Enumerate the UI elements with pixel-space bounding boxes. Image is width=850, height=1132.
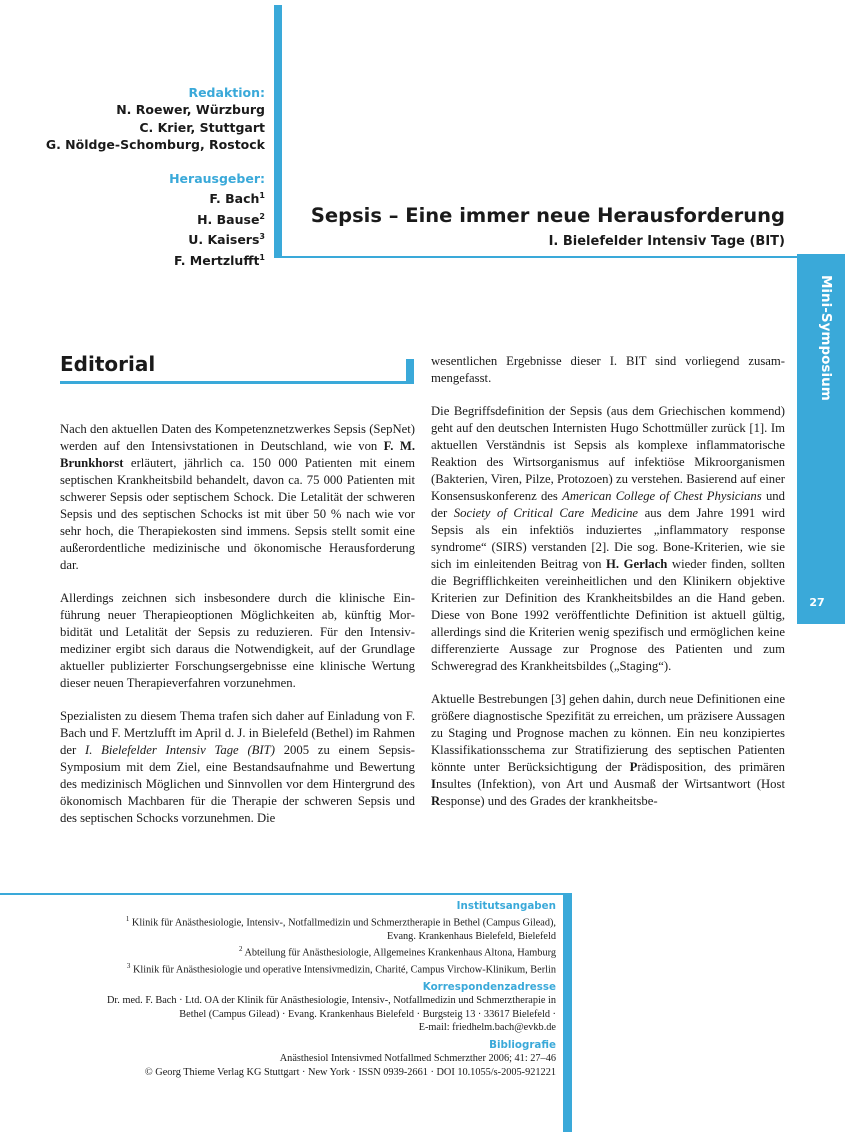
body-column-right xyxy=(431,353,785,826)
editorial-heading: Editorial xyxy=(60,352,156,376)
herausgeber-name: U. Kaisers$^3$ xyxy=(188,232,265,248)
herausgeber-name: H. Bause$^2$ xyxy=(197,211,265,228)
editors-block xyxy=(46,84,265,269)
correspondence-line: Bethel (Campus Gilead) · Evang. Krankenhaus Bielefeld · Burgsteig 13 · 33617 Bielefeld · xyxy=(179,1008,556,1020)
editorial-rule-block xyxy=(406,359,414,383)
redaktion-label: Redaktion: xyxy=(188,85,265,100)
redaktion-name: C. Krier, Stuttgart xyxy=(139,119,265,135)
body-paragraph: wesentlichen Ergebnisse dieser I. BIT sind vorliegend zusammengefasst. xyxy=(431,354,785,385)
bibliography-line: © Georg Thieme Verlag KG Stuttgart · New York · ISSN 0939-2661 · DOI 10.1055/s-2005-921221 xyxy=(144,1066,556,1078)
footer-rule xyxy=(0,893,563,895)
institution-line: $^3$ Klinik für Anästhesiologie und operative Intensivmedizin, Charité, Campus Virchow-Klinikum, Berlin xyxy=(126,961,556,976)
herausgeber-name: F. Mertzlufft$^1$ xyxy=(174,252,265,268)
page-subtitle: I. Bielefelder Intensiv Tage (BIT) xyxy=(548,234,785,249)
herausgeber-label: Herausgeber: xyxy=(169,171,265,187)
correspondence-line: Dr. med. F. Bach · Ltd. OA der Klinik für Anästhesiologie, Intensiv-, Notfallmedizin und Schmerztherapie in xyxy=(107,995,556,1007)
accent-bar-bottom xyxy=(563,893,572,1132)
body-column-left xyxy=(60,421,415,843)
body-paragraph: Nach den aktuellen Daten des Kompetenznetzwerkes Sepsis (SepNet) werden auf den Intensivstationen in Deutschland, wie von F. M. Brunkhorst erläutert, jährlich ca. 150 000 Patienten mit einem septischen Krankheitsbild behandelt, davon ca. 75 000 Patienten mit schwerer Sepsis oder septischem Schock. Die Letalität der schweren Sepsis und des septischen Schocks ist mit über 50 % nach wie vor sehr hoch, die Therapiekosten sind immens. Sepsis stellt somit eine außerordentliche medizinische und ökonomische Herausforderung dar. xyxy=(60,422,415,572)
header-rule xyxy=(282,256,797,258)
page-number: 27 xyxy=(809,596,825,609)
accent-bar-top xyxy=(274,5,282,258)
body-paragraph: Spezialisten zu diesem Thema trafen sich daher auf Einladung von F. Bach und F. Mertzlufft im April d. J. in Bielefeld (Bethel) im Rahmen der I. Bielefelder Intensiv Tage (BIT) 2005 zu einem Sepsis-Symposium mit dem Ziel, eine Bestandsaufnahme und Bewertung des medizinisch Möglichen und Sinnvollen vor dem Hintergrund des ökonomisch Machbaren für die Therapie der schweren Sepsis und des septischen Schocks vorzunehmen. Die xyxy=(60,709,415,825)
institution-line: Evang. Krankenhaus Bielefeld, Bielefeld xyxy=(387,930,556,942)
body-paragraph: Aktuelle Bestrebungen [3] gehen dahin, durch neue Definitionen eine größere diagnostische Spezifität zu erreichen, um präzisere Aussagen zu Staging und Prognose machen zu können. Ein neu konzipiertes Klassifikationsschema zur Stratifizierung des septischen Patienten könnte unter Berücksichtigung der Prädisposition, des primären Insultes (Infektion), von Art und Ausmaß der Wirtsantwort (Host Response) und des Grades der krankheitsbe- xyxy=(431,692,785,808)
editorial-rule xyxy=(60,381,414,384)
correspondence-label: Korrespondenzadresse xyxy=(422,981,556,994)
body-paragraph: Die Begriffsdefinition der Sepsis (aus dem Griechischen kommend) geht auf den deutschen Internisten Hugo Schottmüller zurück [1]. Im aktuellen Verständnis ist Sepsis als komplexe inflammatorische Reaktion des Wirtsorganismus auf infektiöse Mikroorganismen (Bakterien, Viren, Pilze, Protozoen) zu verstehen. Basierend auf einer Konsensuskonferenz des American College of Chest Physicians und der Society of Critical Care Medicine aus dem Jahre 1991 wird Sepsis als ein infektiös induziertes „inflammatory response syndrome“ (SIRS) verstanden [2]. Die sog. Bone-Kriterien, wie sie sich im einleitenden Beitrag von H. Gerlach wieder finden, sollten die Begrifflichkeiten vereinheitlichen und den Klinikern objektive Kriterien zur Definition des Krankheitsbildes an die Hand geben. Diese von Bone 1992 veröffentlichte Definition ist aktuell gültig, allerdings sind die Kriterien wenig spezifisch und ermöglichen keine differenzierte Aussage zur Prognose des Patienten und zum Schweregrad des Krankheitsbildes („Staging“). xyxy=(431,404,785,673)
institution-line: $^2$ Abteilung für Anästhesiologie, Allgemeines Krankenhaus Altona, Hamburg xyxy=(238,945,556,959)
correspondence-email[interactable]: E-mail: friedhelm.bach@evkb.de xyxy=(418,1021,556,1033)
footer-info xyxy=(36,900,556,1079)
body-paragraph: Allerdings zeichnen sich insbesondere durch die klinische Einführung neuer Therapieoptionen Möglichkeiten ab, künftig Morbidität und Letalität der Sepsis zu reduzieren. Für den Intensivmediziner ergibt sich daraus die Notwendigkeit, auf der Grundlage aktueller publizierter Forschungsergebnisse eine klinische Wertung dieser neuen Therapieverfahren vorzunehmen. xyxy=(60,591,415,690)
institution-line: $^1$ Klinik für Anästhesiologie, Intensiv-, Notfallmedizin und Schmerztherapie in Bethel (Campus Gilead), xyxy=(125,915,556,929)
redaktion-name: N. Roewer, Würzburg xyxy=(116,102,265,118)
section-tab-label: Mini-Symposium xyxy=(818,275,834,401)
redaktion-name: G. Nöldge-Schomburg, Rostock xyxy=(45,136,265,152)
page-title: Sepsis – Eine immer neue Herausforderung xyxy=(310,204,785,227)
herausgeber-name: F. Bach$^1$ xyxy=(209,191,265,207)
bibliography-label: Bibliografie xyxy=(489,1039,556,1052)
bibliography-line: Anästhesiol Intensivmed Notfallmed Schmerzther 2006; 41: 27–46 xyxy=(279,1053,556,1065)
institution-label: Institutsangaben xyxy=(456,900,556,912)
